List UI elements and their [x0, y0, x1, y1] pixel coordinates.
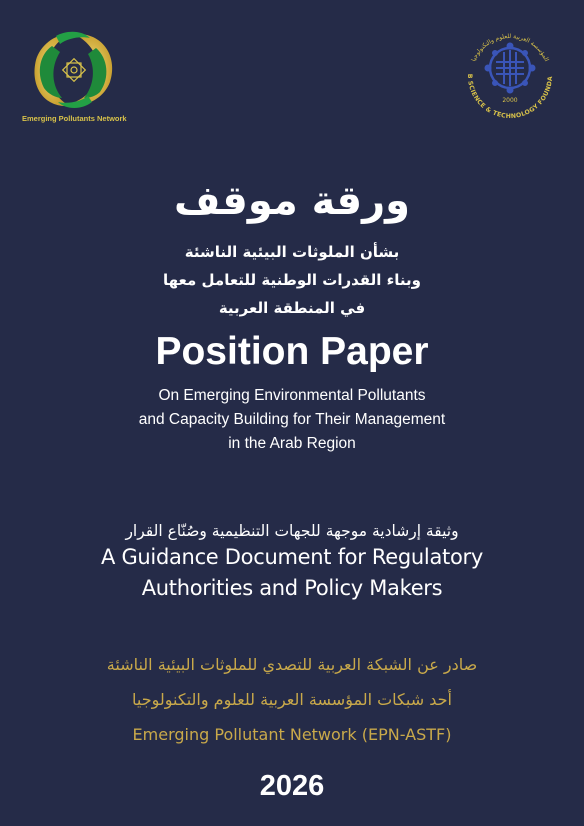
astf-lattice-logo-icon: [458, 24, 562, 128]
english-guidance-line-2: Authorities and Policy Makers: [141, 576, 443, 600]
english-subtitle-line-2: and Capacity Building for Their Management: [138, 411, 446, 428]
english-subtitle-line-1: On Emerging Environmental Pollutants: [158, 387, 426, 404]
astf-year: 2000: [502, 97, 518, 104]
publication-year: 2026: [259, 770, 325, 802]
arabic-issuer-line-2: أحد شبكات المؤسسة العربية للعلوم والتكنولوجيا: [132, 690, 452, 709]
english-title: Position Paper: [155, 330, 429, 373]
arabic-subtitle-line-2: وبناء القدرات الوطنية للتعامل معها: [163, 271, 421, 289]
epn-leaf-logo-icon: [26, 28, 122, 112]
arabic-issuer-line-1: صادر عن الشبكة العربية للتصدي للملوثات البيئية الناشئة: [106, 655, 478, 674]
epn-logo-label: Emerging Pollutants Network: [22, 114, 127, 123]
arabic-title: ورقة موقف: [174, 178, 410, 224]
arabic-guidance: وثيقة إرشادية موجهة للجهات التنظيمية وصُنّاع القرار: [125, 522, 459, 540]
english-guidance-line-1: A Guidance Document for Regulatory: [101, 545, 483, 569]
astf-arc-text: B SCIENCE & TECHNOLOGY FOUNDA: [465, 73, 555, 121]
astf-arabic-arc-text: المؤسسة العربية للعلوم والتكنولوجيا: [470, 32, 550, 63]
arabic-subtitle-line-1: بشأن الملوثات البيئية الناشئة: [184, 243, 400, 261]
arabic-subtitle-line-3: في المنطقة العربية: [218, 299, 366, 317]
english-issuer: Emerging Pollutant Network (EPN-ASTF): [132, 725, 452, 744]
astf-logo: [458, 24, 562, 128]
epn-logo: [22, 28, 126, 126]
english-subtitle-line-3: in the Arab Region: [228, 435, 356, 452]
